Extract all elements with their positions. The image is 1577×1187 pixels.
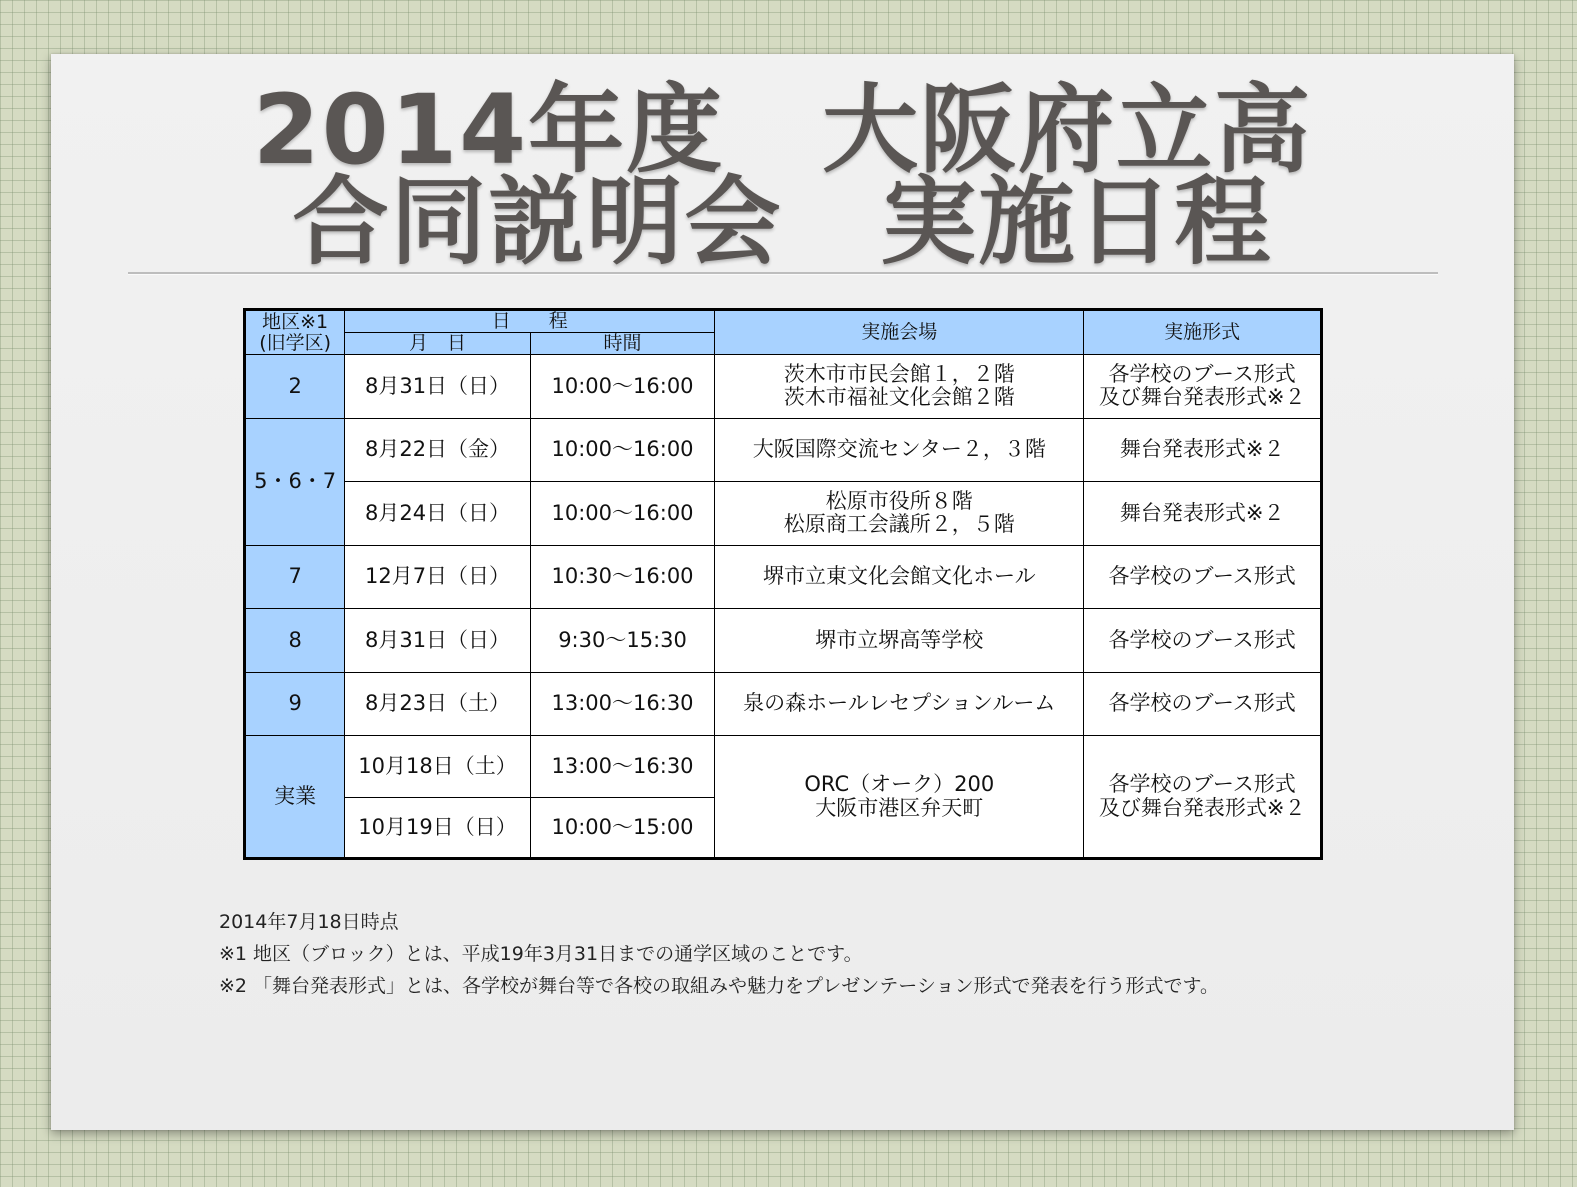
- time-cell: 10:30〜16:00: [530, 545, 715, 608]
- venue-line: ORC（オーク）200: [804, 772, 995, 797]
- format-cell: 舞台発表形式※２: [1084, 418, 1322, 481]
- table-row: [245, 355, 1322, 418]
- venue-line: 茨木市市民会館１，２階: [783, 362, 1015, 387]
- date-cell: 8月22日（金）: [345, 418, 531, 481]
- slide: [51, 54, 1514, 1130]
- venue-line: 茨木市福祉文化会館２階: [783, 385, 1015, 410]
- venue-line: 松原市役所８階: [825, 489, 973, 514]
- table-row: [245, 672, 1322, 735]
- district-cell: 5・6・7: [245, 418, 345, 545]
- as-of-date: 2014年7月18日時点: [219, 911, 399, 933]
- time-cell: 9:30〜15:30: [530, 609, 715, 672]
- format-line: 及び舞台発表形式※２: [1098, 385, 1306, 410]
- footnotes: [219, 906, 1219, 1002]
- venue-cell: [715, 736, 1084, 859]
- header-schedule: 日 程: [345, 310, 715, 333]
- format-line: 及び舞台発表形式※２: [1098, 795, 1306, 820]
- header-row-1: [245, 310, 1322, 333]
- time-cell: 13:00〜16:30: [530, 736, 715, 798]
- table-row: [245, 418, 1322, 481]
- format-line: 各学校のブース形式: [1108, 772, 1296, 797]
- format-cell: 各学校のブース形式: [1084, 672, 1322, 735]
- date-cell: 10月19日（日）: [345, 798, 531, 859]
- venue-cell: 堺市立堺高等学校: [715, 609, 1084, 672]
- date-cell: 12月7日（日）: [345, 545, 531, 608]
- district-cell: 2: [245, 355, 345, 418]
- time-cell: 10:00〜16:00: [530, 355, 715, 418]
- venue-line: 松原商工会議所２，５階: [783, 512, 1015, 537]
- time-cell: 13:00〜16:30: [530, 672, 715, 735]
- format-line: 各学校のブース形式: [1108, 362, 1296, 387]
- header-venue: 実施会場: [715, 310, 1084, 355]
- title-line-2: 合同説明会 実施日程: [292, 166, 1273, 278]
- venue-cell: 大阪国際交流センター２，３階: [715, 418, 1084, 481]
- format-cell: [1084, 355, 1322, 418]
- title-line-1: 2014年度 大阪府立高: [252, 74, 1313, 186]
- header-time: 時間: [530, 333, 715, 355]
- district-cell: 8: [245, 609, 345, 672]
- header-district-line1: 地区※1: [262, 310, 329, 333]
- date-cell: 8月31日（日）: [345, 609, 531, 672]
- date-cell: 8月31日（日）: [345, 355, 531, 418]
- schedule-table: [243, 308, 1323, 860]
- table-row: [245, 736, 1322, 798]
- date-cell: 10月18日（土）: [345, 736, 531, 798]
- table-row: [245, 482, 1322, 545]
- table-row: [245, 609, 1322, 672]
- venue-cell: [715, 482, 1084, 545]
- district-cell: 9: [245, 672, 345, 735]
- header-format: 実施形式: [1084, 310, 1322, 355]
- venue-line: 大阪市港区弁天町: [815, 795, 984, 820]
- footnote-2: ※2 「舞台発表形式」とは、各学校が舞台等で各校の取組みや魅力をプレゼンテーション形式で発表を行う形式です。: [219, 975, 1220, 997]
- format-cell: 舞台発表形式※２: [1084, 482, 1322, 545]
- time-cell: 10:00〜15:00: [530, 798, 715, 859]
- table-row: [245, 545, 1322, 608]
- venue-cell: 堺市立東文化会館文化ホール: [715, 545, 1084, 608]
- venue-cell: [715, 355, 1084, 418]
- header-date: 月 日: [345, 333, 531, 355]
- district-cell: 7: [245, 545, 345, 608]
- date-cell: 8月23日（土）: [345, 672, 531, 735]
- header-district-line2: (旧学区): [259, 331, 332, 354]
- header-district: [245, 310, 345, 355]
- venue-cell: 泉の森ホールレセプションルーム: [715, 672, 1084, 735]
- district-cell: 実業: [245, 736, 345, 859]
- format-cell: 各学校のブース形式: [1084, 609, 1322, 672]
- time-cell: 10:00〜16:00: [530, 482, 715, 545]
- title-divider: [128, 272, 1438, 275]
- footnote-1: ※1 地区（ブロック）とは、平成19年3月31日までの通学区域のことです。: [219, 943, 863, 965]
- date-cell: 8月24日（日）: [345, 482, 531, 545]
- time-cell: 10:00〜16:00: [530, 418, 715, 481]
- format-cell: 各学校のブース形式: [1084, 545, 1322, 608]
- format-cell: [1084, 736, 1322, 859]
